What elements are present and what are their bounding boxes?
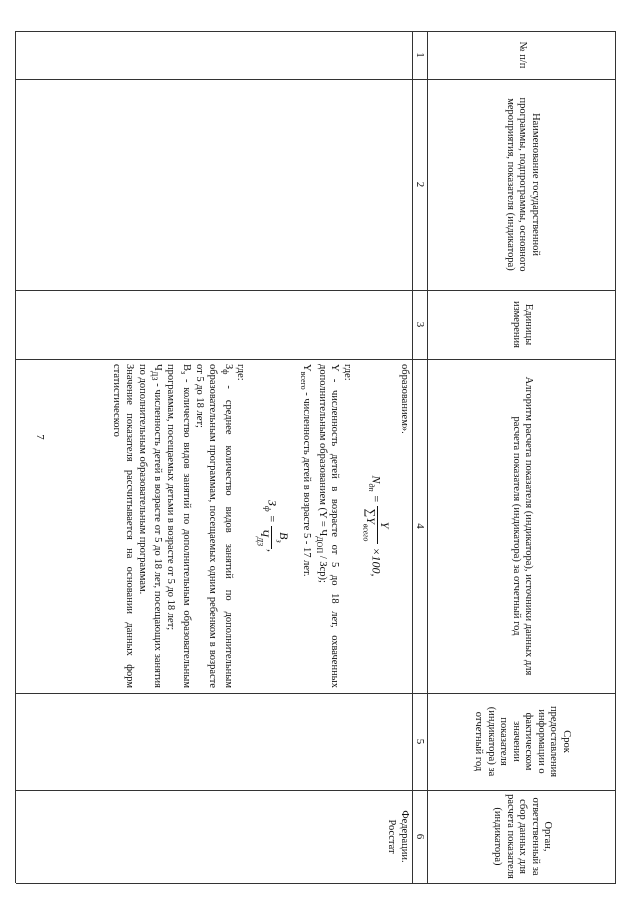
b-def-sub: з — [179, 371, 189, 375]
formula2-lhs-sub: ф — [263, 505, 273, 512]
header-algorithm — [428, 359, 616, 693]
header-responsible-text: Орган, ответственный за сбор данных для расчета показателя (индикатора) — [492, 794, 554, 879]
formula2-numerator — [271, 526, 290, 549]
formula1-denominator — [359, 506, 377, 545]
ch-definition — [135, 364, 164, 688]
formula1-numerator: Y — [377, 506, 391, 545]
header-name — [428, 79, 616, 290]
table-border-bottom — [15, 31, 16, 883]
formula1-lhs: N — [369, 475, 384, 484]
y-total-sub: всего — [298, 371, 308, 390]
header-num — [428, 31, 616, 79]
formula1-tail: ×100, — [369, 547, 384, 577]
formula2-num-sub: з — [274, 539, 284, 543]
formula2-lhs: З — [265, 499, 280, 506]
formula2-num-text: В — [276, 532, 291, 540]
col-line-6 — [16, 883, 616, 884]
y-total-text: - численность детей в возрасте 5 - 17 лет. — [300, 389, 312, 577]
indicator-table — [16, 31, 616, 883]
formula1-fraction — [359, 506, 391, 545]
y-total-definition — [296, 364, 312, 688]
col-number-4: 4 — [414, 523, 426, 529]
header-name-text: Наименование государственной программы, подпрограммы, основного мероприятия, показателя (индикатора) — [504, 97, 541, 272]
header-algorithm-text: Алгоритм расчета показателя (индикатора), источники данных для расчета показателя (индикатора) за отчетный год — [511, 376, 535, 676]
b-def-sym: В — [181, 364, 193, 372]
algorithm-cell — [18, 360, 410, 692]
header-units — [428, 290, 616, 359]
col-number-6: 6 — [414, 833, 426, 840]
formula1-den-text: ∑Y — [364, 508, 379, 524]
header-units-text: Единицы измерения — [511, 301, 535, 348]
formula2-denominator — [252, 526, 270, 549]
y-def-sub: ДОП — [314, 536, 324, 554]
page-number: 7 — [33, 434, 46, 440]
ch-def-text: - численность детей в возрасте от 5 до 18 лет, посещающих занятия по дополнительным образовательным программам. — [136, 364, 164, 688]
z-def-text: - среднее количество видов занятий по дополнительным образовательным программам, посещаемых одним ребенком в возрасте от 5 до 18 лет; — [193, 364, 234, 688]
formula2-den-text: Ч — [257, 528, 272, 537]
ch-def-sub: ДЗ — [150, 370, 160, 381]
col-number-2: 2 — [414, 181, 426, 188]
formula-participation: $N_{дп}$ = Y $\sum Y_{всего}$ ×100, — [359, 364, 391, 688]
where-label-1: где: — [342, 364, 354, 381]
header-responsible — [428, 790, 616, 883]
z-def-sub: ф — [220, 369, 230, 375]
formula2-fraction — [252, 526, 289, 549]
where-label-2: где: — [235, 364, 247, 381]
formula1-den-sub: всего — [362, 523, 372, 542]
header-deadline-text: Срок предоставления информации о фактическом значении показателя (индикатора) за отчетный год — [473, 705, 572, 778]
responsible-cell: Федерации. Росстат — [386, 810, 410, 863]
formula2-den-sub: ДЗ — [255, 536, 265, 547]
b-definition — [164, 364, 193, 688]
header-num-text: № п/п — [517, 41, 529, 69]
formula-average: $З_ф$ = $В_з$ $Ч_{ДЗ}$ , — [252, 364, 289, 688]
ch-def-sym: Ч — [152, 364, 164, 371]
value-definition: Значение показателя рассчитывается на основании данных форм статистического — [111, 364, 135, 688]
y-def-end: / Зср); — [316, 553, 328, 583]
algorithm-intro: образованием». — [399, 364, 410, 434]
y-definition — [312, 364, 341, 688]
z-definition — [192, 364, 233, 688]
z-def-sym: З — [222, 364, 234, 370]
b-def-text: - количество видов занятий по дополнительным образовательным программам, посещаемых детьми в возрасте от 5 до 18 лет; — [165, 364, 193, 688]
y-total-sym: Y — [300, 364, 312, 372]
col-number-5: 5 — [414, 738, 426, 745]
formula2-tail: , — [265, 549, 280, 553]
col-number-1: 1 — [414, 52, 426, 58]
header-deadline — [428, 693, 616, 790]
col-number-3: 3 — [414, 321, 426, 328]
formula1-lhs-sub: дп — [367, 483, 377, 492]
y-def-text: Y - численность детей в возрасте от 5 до 18 лет, охваченных дополнительным образованием (Y = Ч — [316, 364, 341, 688]
